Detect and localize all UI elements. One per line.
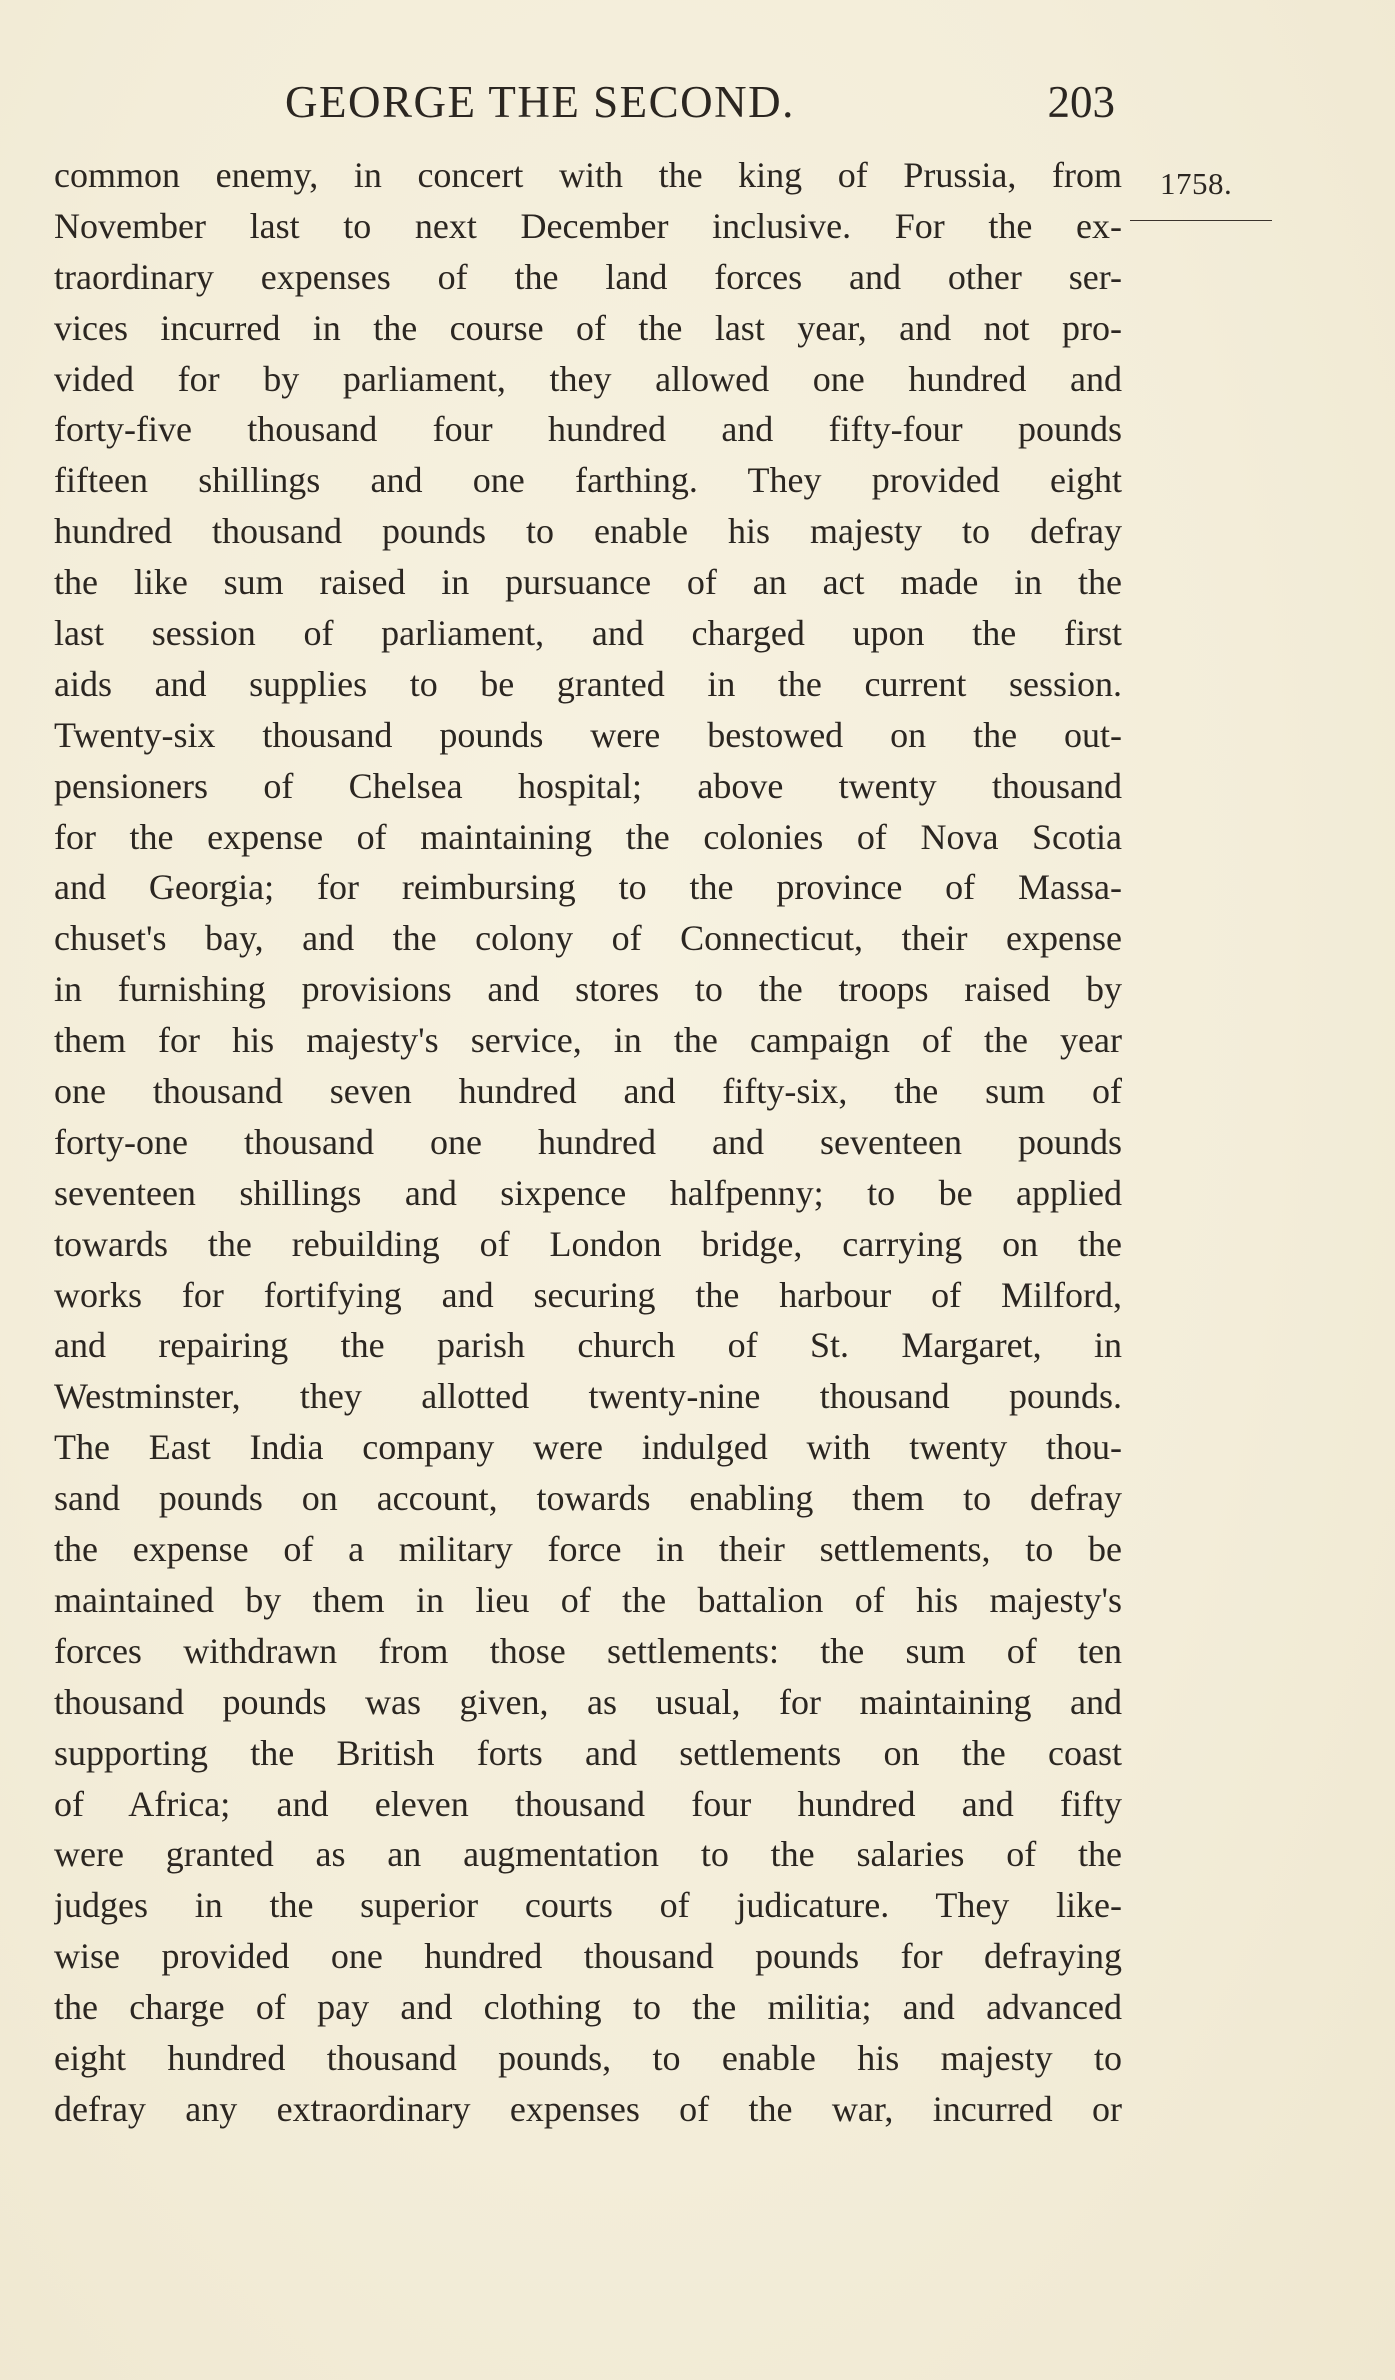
text-line: them for his majesty's service, in the campaign of the year [54,1020,1122,1061]
text-line: The East India company were indulged with twenty thou- [54,1427,1122,1468]
text-line: the like sum raised in pursuance of an act made in the [54,562,1122,603]
text-line: pensioners of Chelsea hospital; above twenty thousand [54,765,1122,806]
running-head [285,72,1115,132]
text-line: Westminster, they allotted twenty-nine thousand pounds. [54,1376,1122,1417]
text-line: were granted as an augmentation to the salaries of the [54,1834,1122,1875]
running-title: GEORGE THE SECOND. [285,77,795,127]
text-line: supporting the British forts and settlements on the coast [54,1732,1122,1773]
text-line: the charge of pay and clothing to the militia; and advanced [54,1987,1122,2028]
text-line: the expense of a military force in their settlements, to be [54,1529,1122,1570]
text-line: hundred thousand pounds to enable his majesty to defray [54,511,1122,552]
text-line: one thousand seven hundred and fifty-six, the sum of [54,1071,1122,1112]
margin-year-note: 1758. [1160,166,1233,201]
text-line: eight hundred thousand pounds, to enable his majesty to [54,2037,1122,2078]
text-line: thousand pounds was given, as usual, for maintaining and [54,1681,1122,1722]
text-line: fifteen shillings and one farthing. They provided eight [54,460,1122,501]
text-line: wise provided one hundred thousand pounds for defraying [54,1936,1122,1977]
text-line: defray any extraordinary expenses of the war, incurred or [54,2088,1122,2129]
margin-rule [1130,220,1272,221]
text-line: November last to next December inclusive. For the ex- [54,205,1122,246]
text-line: in furnishing provisions and stores to the troops raised by [54,969,1122,1010]
text-line: towards the rebuilding of London bridge, carrying on the [54,1223,1122,1264]
text-line: traordinary expenses of the land forces and other ser- [54,256,1122,297]
text-line: maintained by them in lieu of the battalion of his majesty's [54,1579,1122,1620]
text-line: forty-five thousand four hundred and fifty-four pounds [54,409,1122,450]
text-line: sand pounds on account, towards enabling them to defray [54,1478,1122,1519]
text-line: judges in the superior courts of judicature. They like- [54,1885,1122,1926]
text-line: last session of parliament, and charged upon the first [54,613,1122,654]
text-line: vices incurred in the course of the last year, and not pro- [54,307,1122,348]
text-line: vided for by parliament, they allowed one hundred and [54,358,1122,399]
text-line: and Georgia; for reimbursing to the province of Massa- [54,867,1122,908]
body-text [54,150,1122,2135]
page-number: 203 [1047,77,1115,127]
text-line: works for fortifying and securing the harbour of Milford, [54,1274,1122,1315]
text-line: Twenty-six thousand pounds were bestowed on the out- [54,714,1122,755]
text-line: chuset's bay, and the colony of Connecticut, their expense [54,918,1122,959]
text-line: forces withdrawn from those settlements: the sum of ten [54,1630,1122,1671]
text-line: common enemy, in concert with the king of Prussia, from [54,155,1122,195]
text-line: aids and supplies to be granted in the current session. [54,663,1122,704]
text-line: and repairing the parish church of St. Margaret, in [54,1325,1122,1366]
text-line: seventeen shillings and sixpence halfpenny; to be applied [54,1172,1122,1213]
text-line: of Africa; and eleven thousand four hundred and fifty [54,1783,1122,1824]
text-line: forty-one thousand one hundred and seventeen pounds [54,1121,1122,1162]
text-line: for the expense of maintaining the colonies of Nova Scotia [54,816,1122,857]
